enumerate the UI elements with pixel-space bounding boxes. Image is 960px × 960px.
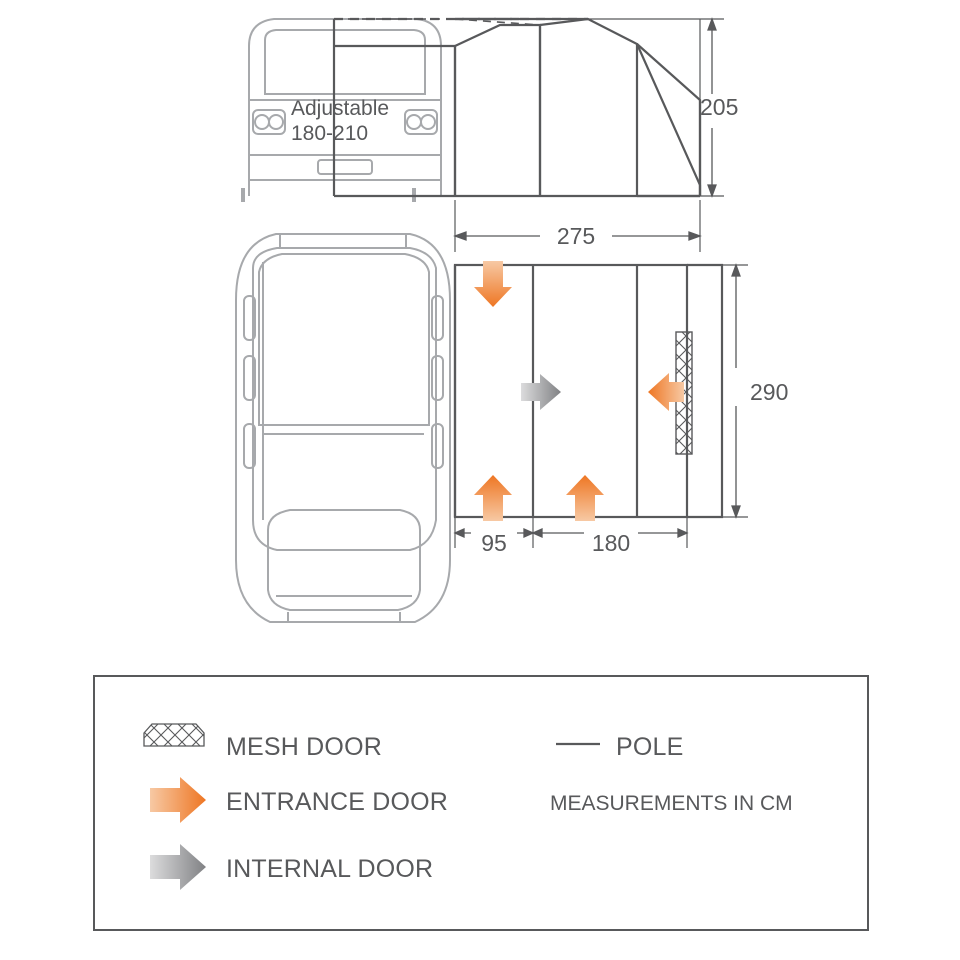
entrance-door-arrow-bottom-right [566,475,604,521]
segment-a-label: 95 [481,530,507,556]
depth-dimension-label: 275 [556,223,596,249]
legend-label-entrance-door: ENTRANCE DOOR [226,788,449,816]
internal-door-arrow-icon [150,844,206,890]
width-dimension-label: 290 [750,379,789,405]
entrance-door-arrow-top [474,261,512,307]
legend-label-mesh-door: MESH DOOR [226,733,382,761]
legend-label-internal-door: INTERNAL DOOR [226,855,434,883]
legend-measurement-note: MEASUREMENTS IN CM [550,792,793,815]
width-dimension-lines [722,265,748,517]
entrance-door-arrow-bottom-left [474,475,512,521]
legend-label-pole: POLE [616,733,684,761]
van-plan-outline [236,234,450,622]
height-dimension-label: 205 [700,94,739,120]
mesh-door-icon [144,724,204,746]
entrance-door-arrow-icon [150,777,206,823]
segment-b-label: 180 [591,530,631,556]
width-dimension-arrow [732,265,740,517]
adjustable-label-line1: Adjustable [291,97,390,120]
internal-door-arrow [521,374,561,410]
adjustable-label-line2: 180-210 [291,122,369,145]
